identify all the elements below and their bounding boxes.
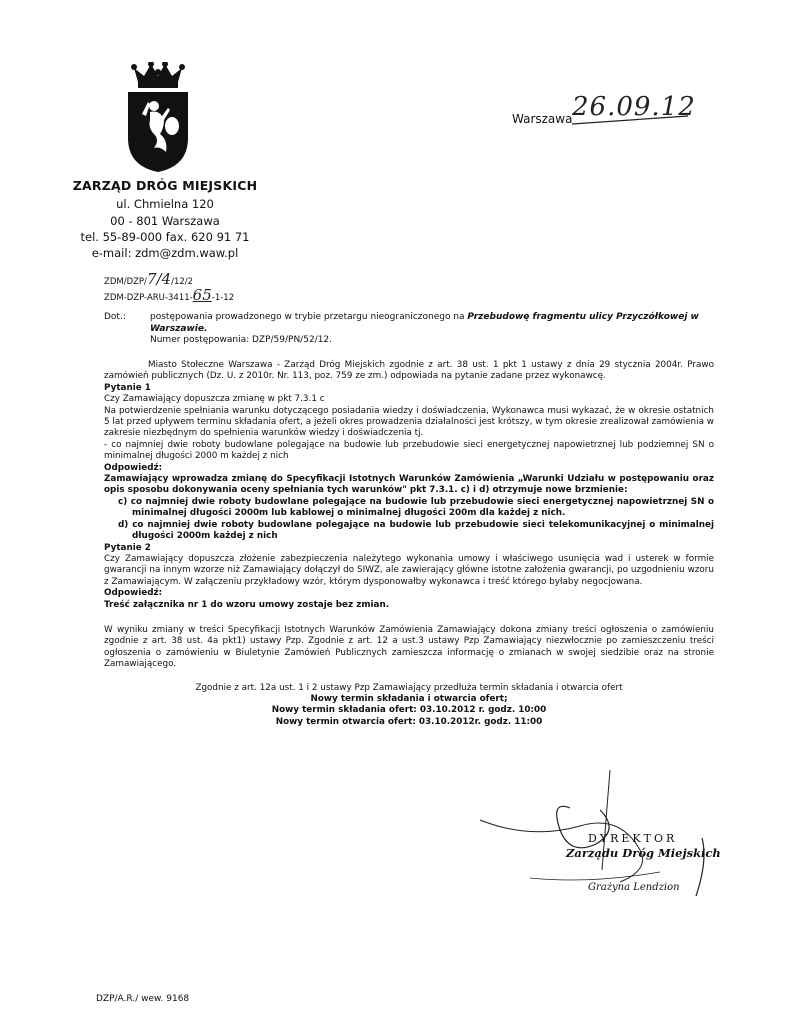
ref1-suffix: /12/2: [171, 277, 194, 287]
letter-body: [104, 360, 714, 728]
ref1-handwritten: 7/4: [146, 270, 172, 288]
deadline-opening: Nowy termin otwarcia ofert: 03.10.2012r. godz. 11:00: [275, 716, 543, 727]
city-label: Warszawa: [512, 112, 573, 126]
question-1-label: Pytanie 1: [104, 382, 151, 393]
org-phone: tel. 55-89-000 fax. 620 91 71: [80, 230, 250, 244]
subject-title: Przebudowę fragmentu ulicy Przyczółkowej w Warszawie.: [150, 312, 699, 334]
signature-name: Grażyna Lendzion: [588, 882, 680, 893]
subject-block: [150, 312, 716, 347]
signature-title: DYREKTOR: [588, 832, 678, 845]
org-name: ZARZĄD DRÓG MIEJSKICH: [72, 178, 258, 193]
change-paragraph: W wyniku zmiany w treści Specyfikacji Istotnych Warunków Zamówienia Zamawiający dokona zmiany treści ogłoszenia o zamówieniu zgodnie z art. 38 ust. 4a pkt1) ustawy Pzp. Zgodnie z art. 12 a ust.3 ustawy Pzp Zamawiający niezwłocznie po zamieszczeniu treści ogłoszenia o zamówieniu w Biuletynie Zamówień Publicznych zamieszcza informację o zmianach w swojej siedzibie oraz na stronie Zamawiającego.: [104, 624, 714, 670]
question-1-line-2: Na potwierdzenie spełniania warunku dotyczącego posiadania wiedzy i doświadczenia, Wykonawca musi wykazać, że w okresie ostatnich 5 lat przed upływem terminu składania ofert, a jeżeli okres prowadzenia działalności jest krótszy, w tym okresie zrealizował zamówienia w zakresie niezbędnym do spełnienia warunków wiedzy i doświadczenia tj.: [104, 405, 714, 439]
footer-code: DZP/A.R./ wew. 9168: [96, 994, 190, 1004]
warsaw-crest-logo: [124, 62, 192, 174]
date-underline: [570, 112, 690, 132]
question-2-label: Pytanie 2: [104, 542, 151, 553]
deadline-intro: Zgodnie z art. 12a ust. 1 i 2 ustawy Pzp Zamawiający przedłuża termin składania i otwarcia ofert: [195, 682, 623, 693]
question-1-line-1: Czy Zamawiający dopuszcza zmianę w pkt 7.3.1 c: [104, 394, 325, 405]
org-postal-city: 00 - 801 Warszawa: [110, 214, 220, 228]
question-1-line-3: - co najmniej dwie roboty budowlane polegające na budowie lub przebudowie sieci energetycznej napowietrznej lub podziemnej SN o minimalnej długości 2000 m każdej z nich: [104, 439, 714, 462]
deadline-submission: Nowy termin składania ofert: 03.10.2012 r. godz. 10:00: [271, 705, 547, 716]
deadline-heading: Nowy termin składania i otwarcia ofert;: [310, 693, 508, 704]
subject-text: postępowania prowadzonego w trybie przetargu nieograniczonego na: [150, 312, 465, 322]
answer-1-point-d: d) co najmniej dwie roboty budowlane polegające na budowie lub przebudowie sieci telekomunikacyjnej o minimalnej długości 2000m każdej z nich: [118, 519, 714, 542]
ref1-prefix: ZDM/DZP/: [104, 277, 147, 287]
answer-1-label: Odpowiedź:: [104, 462, 163, 473]
ref2-suffix: -1-12: [211, 293, 235, 303]
case-number: Numer postępowania: DZP/59/PN/52/12.: [150, 335, 333, 345]
subject-label: Dot.:: [104, 312, 126, 322]
org-street: ul. Chmielna 120: [116, 197, 214, 211]
question-2-text: Czy Zamawiający dopuszcza złożenie zabezpieczenia należytego wykonania umowy i właściwego usunięcia wad i usterek w formie gwarancji na innym wzorze niż Zamawiający dołączył do SIWZ, ale zawierający główne istotne założenia gwarancji, po uzgodnieniu wzoru z Zamawiającym. W załączeniu przykładowy wzór, którym dysponowałby wykonawca i treść którego byłaby negocjowana.: [104, 553, 714, 587]
answer-1-point-c: c) co najmniej dwie roboty budowlane polegające na budowie lub przebudowie sieci energetycznej napowietrznej SN o minimalnej długości 2000m lub kablowej o minimalnej długości 200m dla każdej z nich.: [118, 496, 714, 519]
handwritten-date: 26.09.12: [572, 92, 696, 122]
ref2-prefix: ZDM-DZP-ARU-3411-: [104, 293, 193, 303]
answer-2-label: Odpowiedź:: [104, 588, 163, 599]
answer-2-text: Treść załącznika nr 1 do wzoru umowy zostaje bez zmian.: [104, 599, 390, 610]
intro-paragraph: Miasto Stołeczne Warszawa - Zarząd Dróg Miejskich zgodnie z art. 38 ust. 1 pkt 1 ustawy z dnia 29 stycznia 2004r. Prawo zamówień publicznych (Dz. U. z 2010r. Nr. 113, poz. 759 ze zm.) odpowiada na pytanie zadane przez wykonawcę.: [104, 360, 714, 382]
reference-line-2: [104, 286, 234, 304]
answer-1-text: Zamawiający wprowadza zmianę do Specyfikacji Istotnych Warunków Zamówienia „Warunki Udziału w postępowaniu oraz opis sposobu dokonywania oceny spełniania tych warunków" pkt 7.3.1. c) i d) otrzymuje nowe brzmienie:: [104, 474, 714, 496]
org-email: e-mail: zdm@zdm.waw.pl: [91, 246, 239, 260]
ref2-handwritten: 65: [192, 286, 212, 304]
signature-org: Zarządu Dróg Miejskich: [566, 846, 721, 860]
